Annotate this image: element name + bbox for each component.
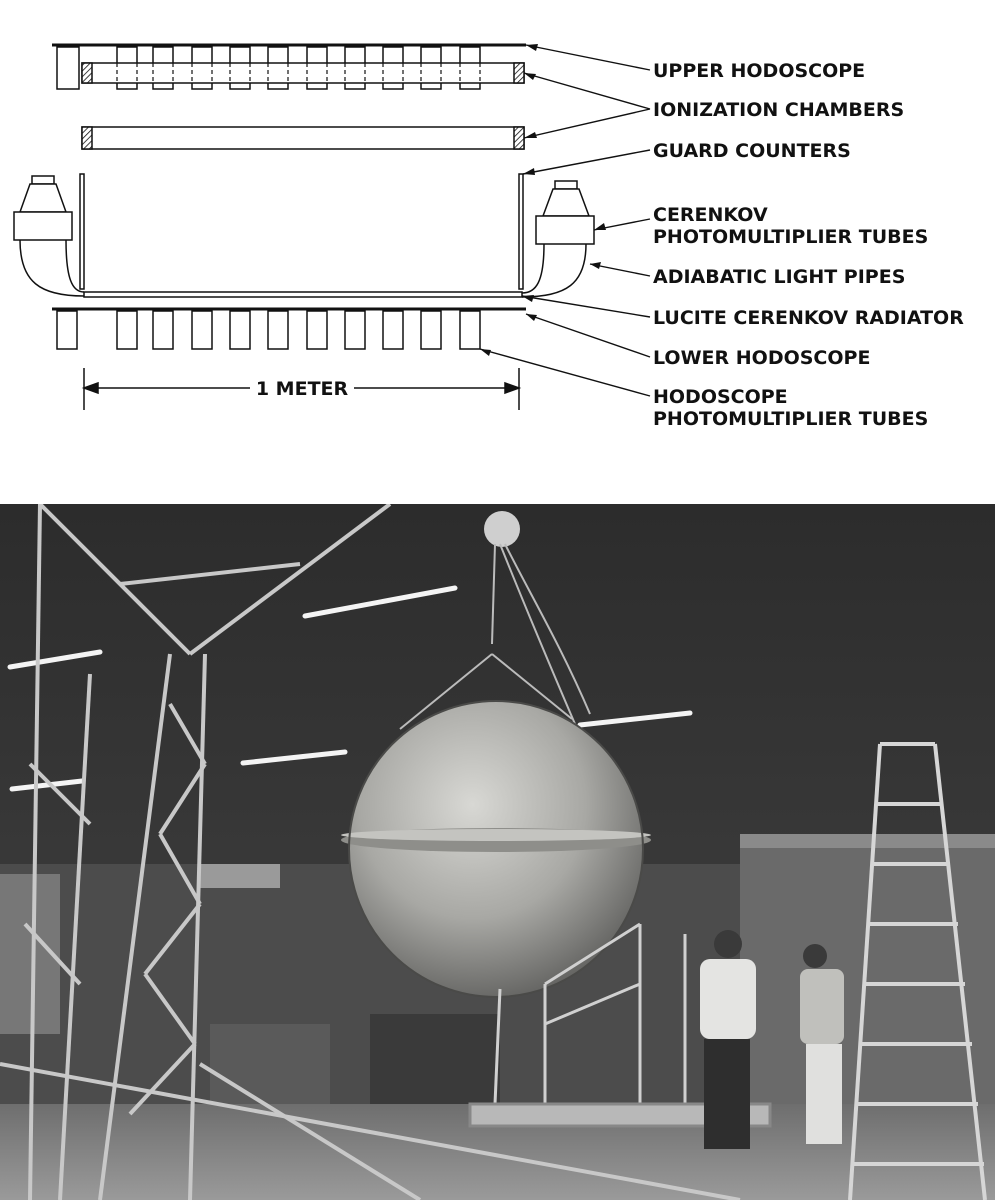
label-cerenkov-line2: PHOTOMULTIPLIER TUBES (653, 226, 929, 248)
label-hodoscope-pmt-line1: HODOSCOPE (653, 386, 788, 408)
detector-diagram (0, 0, 995, 490)
label-lower-hodoscope: LOWER HODOSCOPE (653, 347, 871, 369)
label-ionization-chambers: IONIZATION CHAMBERS (653, 99, 905, 121)
detector-diagram-svg (0, 0, 995, 490)
cerenkov-pmt-right (536, 181, 594, 244)
adiabatic-light-pipes (20, 240, 586, 297)
label-cerenkov-line1: CERENKOV (653, 204, 768, 226)
label-hodoscope-pmt-line2: PHOTOMULTIPLIER TUBES (653, 408, 929, 430)
guard-counters (80, 174, 523, 289)
label-lucite-radiator: LUCITE CERENKOV RADIATOR (653, 307, 964, 329)
lower-hodoscope-tubes (57, 311, 480, 349)
lower-hodoscope (52, 309, 526, 349)
cerenkov-pmt-left (14, 176, 72, 240)
lucite-cerenkov-radiator (84, 292, 522, 297)
scale-bar-label: 1 METER (255, 378, 349, 400)
person-right (800, 944, 844, 1144)
label-adiabatic-light-pipes: ADIABATIC LIGHT PIPES (653, 266, 906, 288)
label-upper-hodoscope: UPPER HODOSCOPE (653, 60, 866, 82)
hangar-photo-svg (0, 504, 995, 1200)
ionization-chamber-lower (82, 127, 524, 149)
ionization-chamber-upper (82, 63, 524, 83)
label-guard-counters: GUARD COUNTERS (653, 140, 851, 162)
person-left (700, 930, 756, 1149)
hangar-photo (0, 504, 995, 1200)
